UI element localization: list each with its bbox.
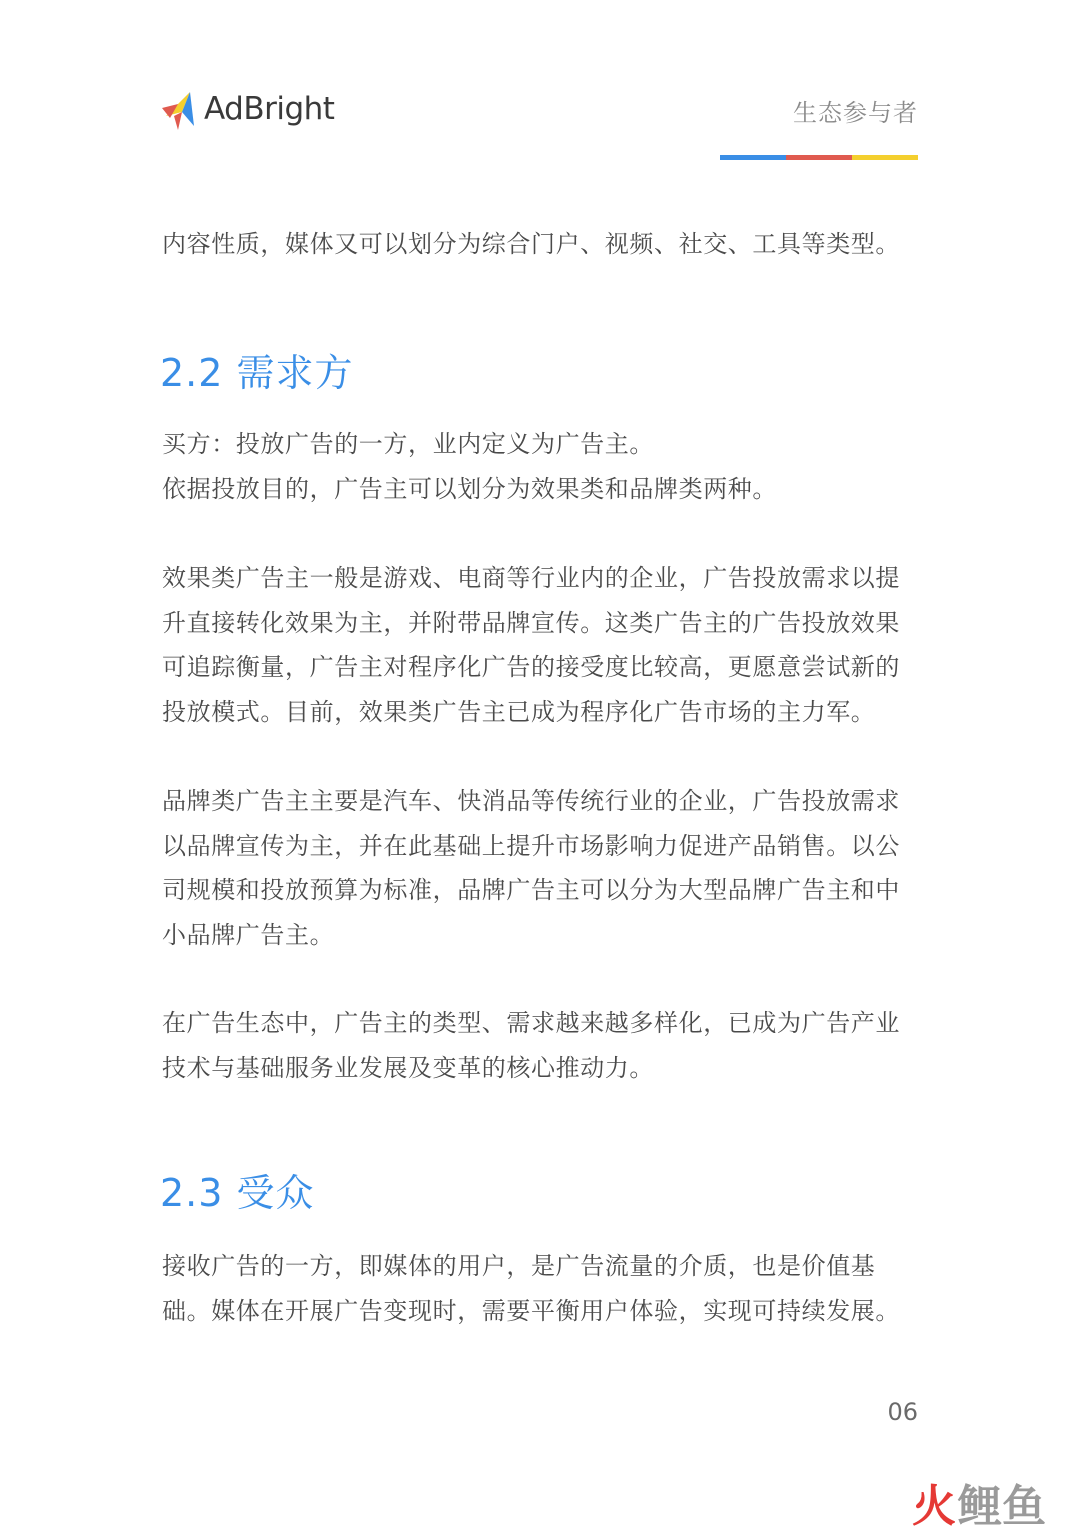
watermark-logo [912,1470,1046,1534]
section-label: 生态参与者 [793,99,918,127]
adbright-logo [160,86,334,132]
line-buyer-definition: 买方：投放广告的一方，业内定义为广告主。 [162,430,654,458]
bar-yellow [852,155,918,160]
paragraph-audience: 接收广告的一方，即媒体的用户，是广告流量的介质，也是价值基础。媒体在开展广告变现时，需要平衡用户体验，实现可持续发展。 [162,1252,900,1325]
intro-paragraph: 内容性质，媒体又可以划分为综合门户、视频、社交、工具等类型。 [162,230,900,258]
paragraph-ecosystem: 在广告生态中，广告主的类型、需求越来越多样化，已成为广告产业技术与基础服务业发展及变革的核心推动力。 [162,1009,900,1082]
watermark-char: 火 [912,1481,956,1532]
paragraph-performance-advertisers: 效果类广告主一般是游戏、电商等行业内的企业，广告投放需求以提升直接转化效果为主，并附带品牌宣传。这类广告主的广告投放效果可追踪衡量，广告主对程序化广告的接受度比较高，更愿意尝试新的投放模式。目前，效果类广告主已成为程序化广告市场的主力军。 [162,564,900,726]
tricolor-bar [720,155,918,160]
line-advertiser-types: 依据投放目的，广告主可以划分为效果类和品牌类两种。 [162,475,777,503]
heading-2-3: 2.3 受众 [160,1171,315,1215]
rocket-logo-icon [160,86,198,132]
page-header [0,0,1080,170]
paragraph-brand-advertisers: 品牌类广告主主要是汽车、快消品等传统行业的企业，广告投放需求以品牌宣传为主，并在此基础上提升市场影响力促进产品销售。以公司规模和投放预算为标准，品牌广告主可以分为大型品牌广告主和中小品牌广告主。 [162,787,900,949]
heading-2-2: 2.2 需求方 [160,351,354,395]
page-number: 06 [887,1398,918,1426]
bar-red [786,155,852,160]
watermark-text: 鲤鱼 [958,1481,1046,1532]
bar-blue [720,155,786,160]
logo-text: AdBright [204,91,335,127]
